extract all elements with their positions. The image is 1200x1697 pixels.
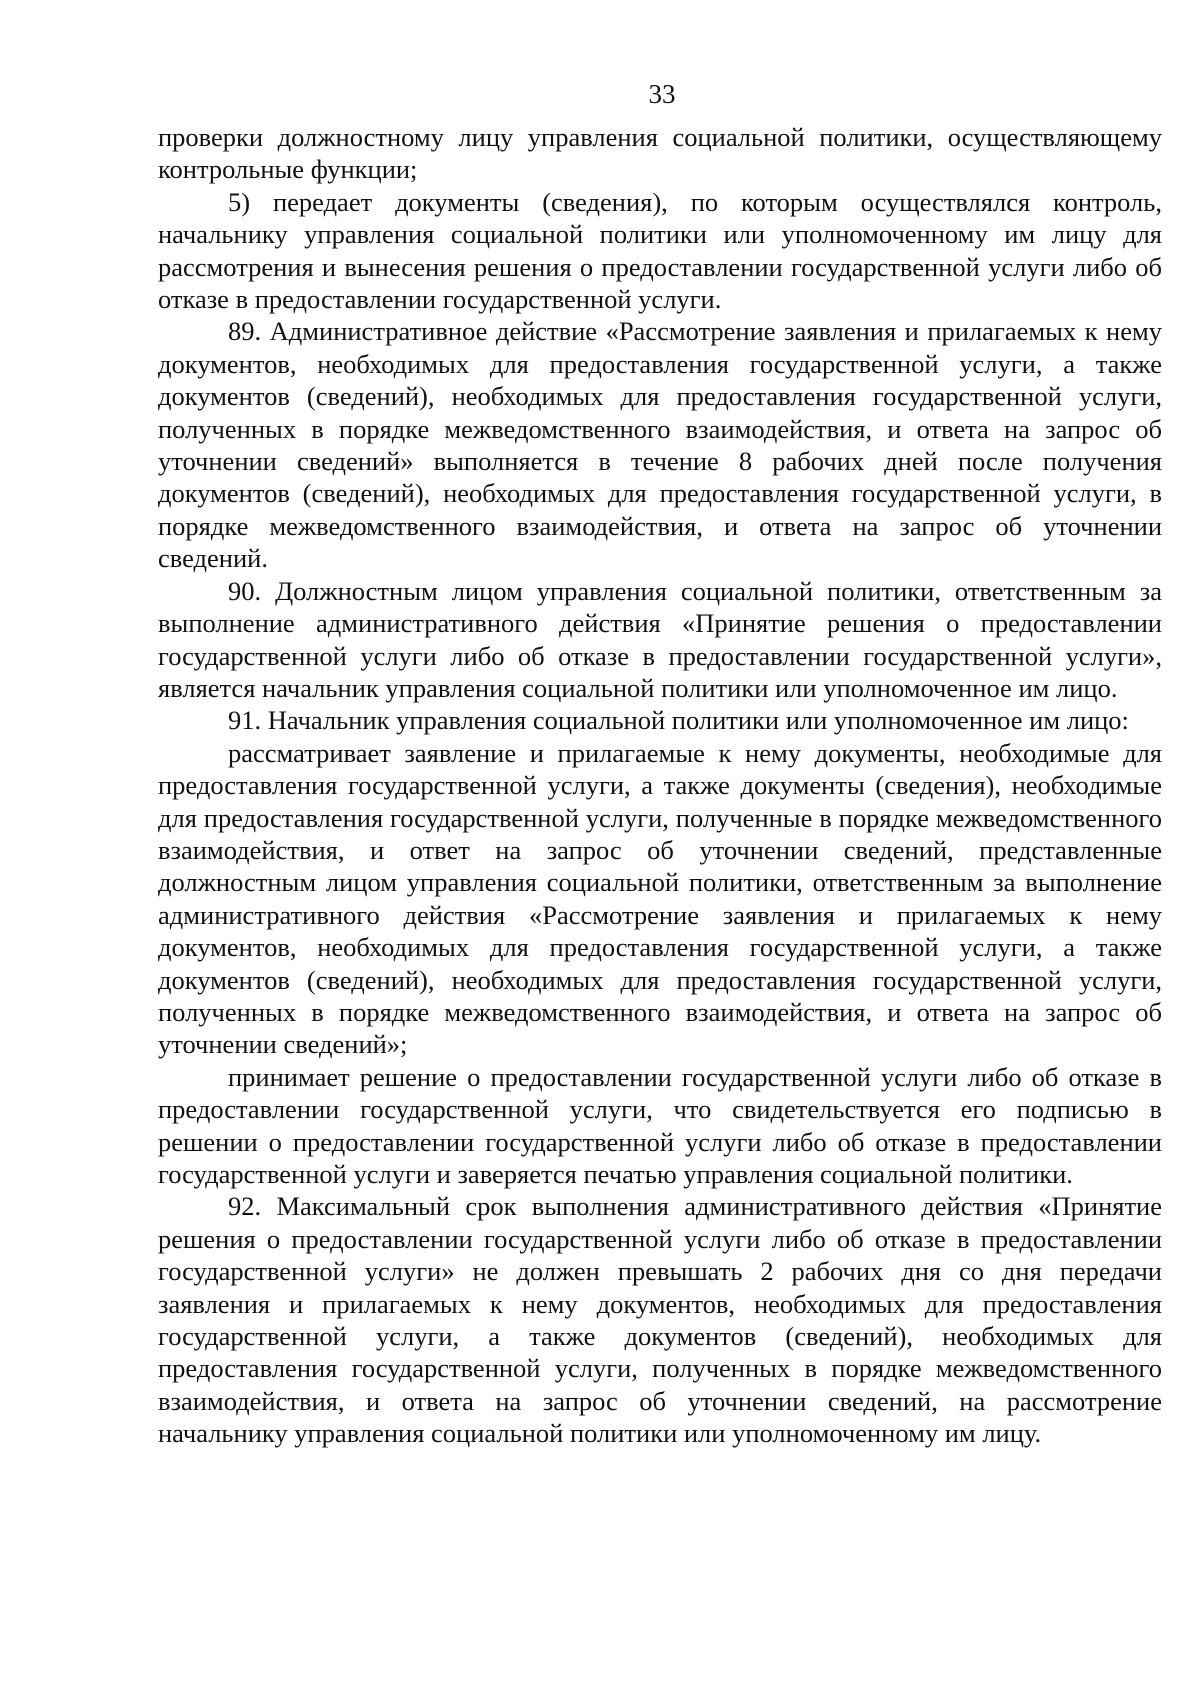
page-number: 33 [648,79,676,109]
paragraph-item-5: 5) передает документы (сведения), по которым осуществлялся контроль, начальнику управления социальной политики или уполномоченному им лицу для рассмотрения и вынесения решения о предоставлении государственной услуги либо об отказе в предоставлении государственной услуги. [158,186,1162,315]
document-body [158,121,1162,1450]
paragraph-continuation: проверки должностному лицу управления социальной политики, осуществляющему контрольные функции; [158,122,1162,185]
paragraph-89: 89. Административное действие «Рассмотрение заявления и прилагаемых к нему документов, необходимых для предоставления государственной услуги, а также документов (сведений), необходимых для предоставления государственной услуги, полученных в порядке межведомственного взаимодействия, и ответа на запрос об уточнении сведений» выполняется в течение 8 рабочих дней после получения документов (сведений), необходимых для предоставления государственной услуги, в порядке межведомственного взаимодействия, и ответа на запрос об уточнении сведений. [158,316,1162,574]
paragraph-91: 91. Начальник управления социальной политики или уполномоченное им лицо: [228,705,1129,736]
paragraph-91-review: рассматривает заявление и прилагаемые к нему документы, необходимые для предоставления государственной услуги, а также документы (сведения), необходимые для предоставления государственной услуги, полученные в порядке межведомственного взаимодействия, и ответ на запрос об уточнении сведений, представленные должностным лицом управления социальной политики, ответственным за выполнение административного действия «Рассмотрение заявления и прилагаемых к нему документов, необходимых для предоставления государственной услуги, а также документов (сведений), необходимых для предоставления государственной услуги, полученных в порядке межведомственного взаимодействия, и ответа на запрос об уточнении сведений»; [158,737,1162,1060]
paragraph-90: 90. Должностным лицом управления социальной политики, ответственным за выполнение административного действия «Принятие решения о предоставлении государственной услуги либо об отказе в предоставлении государственной услуги», является начальник управления социальной политики или уполномоченное им лицо. [158,575,1162,703]
paragraph-91-decision: принимает решение о предоставлении государственной услуги либо об отказе в предоставлении государственной услуги, что свидетельствуется его подписью в решении о предоставлении государственной услуги либо об отказе в предоставлении государственной услуги и заверяется печатью управления социальной политики. [158,1061,1162,1189]
paragraph-92: 92. Максимальный срок выполнения административного действия «Принятие решения о предоставлении государственной услуги либо об отказе в предоставлении государственной услуги» не должен превышать 2 рабочих дня со дня передачи заявления и прилагаемых к нему документов, необходимых для предоставления государственной услуги, а также документов (сведений), необходимых для предоставления государственной услуги, полученных в порядке межведомственного взаимодействия, и ответа на запрос об уточнении сведений, на рассмотрение начальнику управления социальной политики или уполномоченному им лицу. [158,1191,1162,1449]
